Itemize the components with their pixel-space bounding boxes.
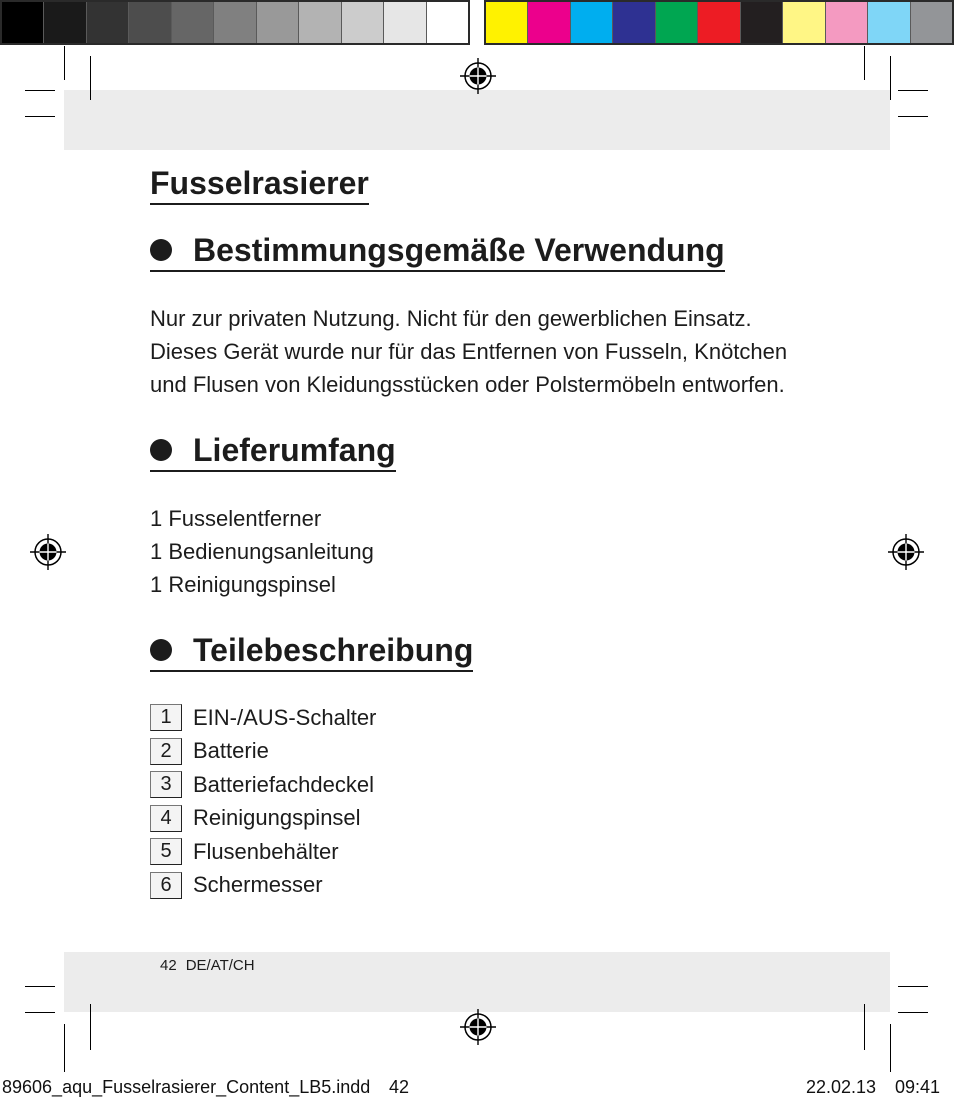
list-item: 1 Reinigungspinsel — [150, 572, 336, 597]
list-item: 1 Fusselentferner — [150, 506, 322, 531]
crop-mark — [25, 1012, 55, 1013]
part-row — [150, 768, 376, 802]
section-heading-scope-of-delivery — [150, 432, 396, 472]
section-heading-text: Lieferumfang — [193, 432, 396, 468]
process-color-swatch — [571, 2, 612, 43]
crop-mark — [90, 1004, 91, 1050]
slug-time: 09:41 — [895, 1077, 941, 1097]
crop-mark — [890, 56, 891, 100]
part-row — [150, 835, 376, 869]
process-color-swatch — [741, 2, 782, 43]
registration-mark-icon — [30, 534, 66, 570]
crop-mark — [64, 46, 65, 80]
registration-mark-icon — [460, 58, 496, 94]
process-color-swatch — [783, 2, 824, 43]
section-heading-text: Bestimmungsgemäße Verwendung — [193, 232, 725, 268]
part-row — [150, 869, 376, 903]
paragraph-line: Dieses Gerät wurde nur für das Entfernen von Fusseln, Knötchen — [150, 339, 788, 364]
section-heading-parts — [150, 632, 473, 672]
bullet-icon — [150, 439, 172, 461]
process-color-swatch — [528, 2, 569, 43]
process-color-swatch — [486, 2, 527, 43]
page-folio — [160, 957, 255, 975]
crop-mark — [90, 56, 91, 100]
process-color-swatch — [698, 2, 739, 43]
crop-mark — [25, 116, 55, 117]
bullet-icon — [150, 639, 172, 661]
process-color-swatch — [826, 2, 867, 43]
slug-file-name: 89606_aqu_Fusselrasierer_Content_LB5.indd — [2, 1077, 371, 1097]
part-label: Flusenbehälter — [193, 838, 339, 864]
document-title — [150, 165, 369, 205]
grayscale-swatch — [342, 2, 383, 43]
paragraph-line: Nur zur privaten Nutzung. Nicht für den gewerblichen Einsatz. — [150, 306, 752, 331]
bullet-icon — [150, 239, 172, 261]
crop-mark — [864, 46, 865, 80]
part-label: EIN-/AUS-Schalter — [193, 704, 377, 730]
crop-mark — [898, 116, 928, 117]
part-label: Reinigungspinsel — [193, 805, 361, 831]
crop-mark — [864, 1004, 865, 1050]
crop-mark — [64, 1024, 65, 1072]
grayscale-swatch — [257, 2, 298, 43]
grayscale-swatch — [427, 2, 468, 43]
crop-mark — [890, 1024, 891, 1072]
part-label: Batteriefachdeckel — [193, 771, 374, 797]
part-number-box: 2 — [150, 738, 182, 765]
page-number: 42 — [160, 957, 177, 974]
crop-mark — [898, 1012, 928, 1013]
process-color-swatch — [613, 2, 654, 43]
grayscale-swatch — [129, 2, 170, 43]
part-row — [150, 701, 376, 735]
crop-mark — [898, 90, 928, 91]
grayscale-color-bar — [0, 0, 470, 45]
part-number-box: 1 — [150, 704, 182, 731]
section-heading-intended-use — [150, 232, 725, 272]
part-row — [150, 735, 376, 769]
grayscale-swatch — [172, 2, 213, 43]
grayscale-swatch — [44, 2, 85, 43]
registration-mark-icon — [460, 1009, 496, 1045]
grayscale-swatch — [2, 2, 43, 43]
list-item: 1 Bedienungsanleitung — [150, 539, 374, 564]
scope-of-delivery-list — [150, 502, 374, 601]
document-title-text: Fusselrasierer — [150, 165, 369, 201]
intended-use-paragraph — [150, 302, 787, 401]
crop-mark — [25, 90, 55, 91]
grayscale-swatch — [299, 2, 340, 43]
part-number-box: 6 — [150, 872, 182, 899]
part-number-box: 3 — [150, 771, 182, 798]
header-band — [64, 90, 890, 150]
slug-date: 22.02.13 — [806, 1077, 877, 1097]
grayscale-swatch — [384, 2, 425, 43]
process-color-swatch — [868, 2, 909, 43]
grayscale-swatch — [87, 2, 128, 43]
slug-page-number: 42 — [389, 1077, 410, 1097]
part-label: Schermesser — [193, 872, 323, 898]
process-color-bar — [484, 0, 954, 45]
parts-list — [150, 701, 376, 902]
paragraph-line: und Flusen von Kleidungsstücken oder Polstermöbeln entworfen. — [150, 372, 785, 397]
section-heading-text: Teilebeschreibung — [193, 632, 474, 668]
part-number-box: 5 — [150, 838, 182, 865]
part-number-box: 4 — [150, 805, 182, 832]
process-color-swatch — [911, 2, 952, 43]
process-color-swatch — [656, 2, 697, 43]
part-row — [150, 802, 376, 836]
part-label: Batterie — [193, 738, 269, 764]
crop-mark — [898, 986, 928, 987]
region-code: DE/AT/CH — [185, 957, 255, 974]
crop-mark — [25, 986, 55, 987]
registration-mark-icon — [888, 534, 924, 570]
grayscale-swatch — [214, 2, 255, 43]
